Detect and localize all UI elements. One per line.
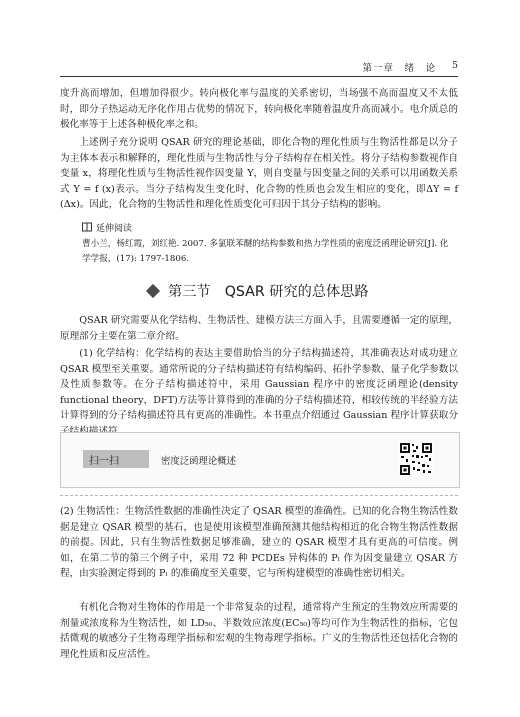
qr-code-icon[interactable]: [399, 442, 433, 476]
page-number: 5: [451, 60, 458, 71]
scan-label: 密度泛函理论概述: [161, 456, 237, 467]
extended-reading-citation: 曹小兰，杨红霞，刘红艳. 2007. 多氯联苯醚的结构参数和热力学性质的密度泛函理论研究[J]. 化学学报，(17): 1797-1806.: [82, 239, 449, 264]
chapter-title: 第一章 绪 论: [362, 63, 436, 74]
section-divider: [60, 495, 458, 496]
section-heading: [148, 278, 369, 304]
book-icon: [82, 222, 92, 232]
paragraph-qsar-intro: QSAR 研究需要从化学结构、生物活性、建模方法三方面入手，且需要遵循一定的原理，原理部分主要在第二章介绍。: [60, 315, 458, 342]
paragraph-organic-compounds: 有机化合物对生物体的作用是一个非常复杂的过程，通常将产生预定的生物效应所需要的剂量或浓度称为生物活性，如 LD₅₀、半数效应浓度(EC₅₀)等均可作为生物活性的指标，它包括微观的敏感分子生物毒理学指标和宏观的生物毒理学指标。广义的生物活性还包括化合物的理化性质和反应活性。: [60, 602, 458, 660]
paragraph-polarization: 度升高而增加，但增加得很少。转向极化率与温度的关系密切，当场强不高而温度又不太低时，即分子热运动无序化作用占优势的情况下，转向极化率随着温度升高而减小。电介质总的极化率等于上述各种极化率之和。: [60, 88, 458, 131]
scan-qr-box[interactable]: [60, 432, 460, 488]
section-title: 第三节 QSAR 研究的总体思路: [168, 284, 369, 300]
page-header: [60, 58, 458, 77]
diamond-icon: [146, 284, 160, 298]
paragraph-chemical-structure: (1) 化学结构：化学结构的表达主要借助恰当的分子结构描述符，其准确表达对成功建立 QSAR 模型至关重要。通常所说的分子结构描述符有结构编码、拓扑学参数、量子化学参数以及性质参数等。在分子结构描述符中，采用 Gaussian 程序中的密度泛函理论(density functional theory，DFT)方法等计算得到的准确的分子结构描述符，相较传统的半经验方法计算得到的分子结构描述符具有更高的准确性。本书重点介绍通过 Gaussian 程序计算获取分: [60, 348, 458, 422]
extended-reading-label: 延伸阅读: [96, 224, 133, 234]
paragraph-bioactivity: (2) 生物活性：生物活性数据的准确性决定了 QSAR 模型的准确性。已知的化合物生物活性数据是建立 QSAR 模型的基石，也是使用该模型准确预测其他结构相近的化合物生物活性数据的前提。因此，只有生物活性数据足够准确，建立的 QSAR 模型才具有更高的可信度。例如，在第二节的第三个例子中，采用 72 种 PCDEs 异构体的 Pₗ 作为因变量建立 QSAR 方程，由实验测定得到的 Pₗ 的准确度至关重要，它与所构建模型的准确性密切相关。: [60, 506, 458, 580]
extended-reading-title: [82, 221, 132, 234]
extended-reading-box: [82, 219, 454, 267]
scan-tag: 扫一扫: [83, 450, 149, 468]
paragraph-qsar-basis: 上述例子充分说明 QSAR 研究的理论基础，即化合物的理化性质与生物活性都是以分子为主体本表示和解释的，理化性质与生物活性与分子结构存在相关性。将分子结构参数视作自变量 x，将理化性质与生物活性视作因变量 Y，则自变量与因变量之间的关系可以用函数关系式 Y = f (x)表示。当分子结构发生变化时，化合物的性质也会发生相应的变化，即ΔY = f (Δx)。因此，化合物的生物活性和理化性质变化可归因于其分子结构的影响。: [60, 137, 458, 211]
